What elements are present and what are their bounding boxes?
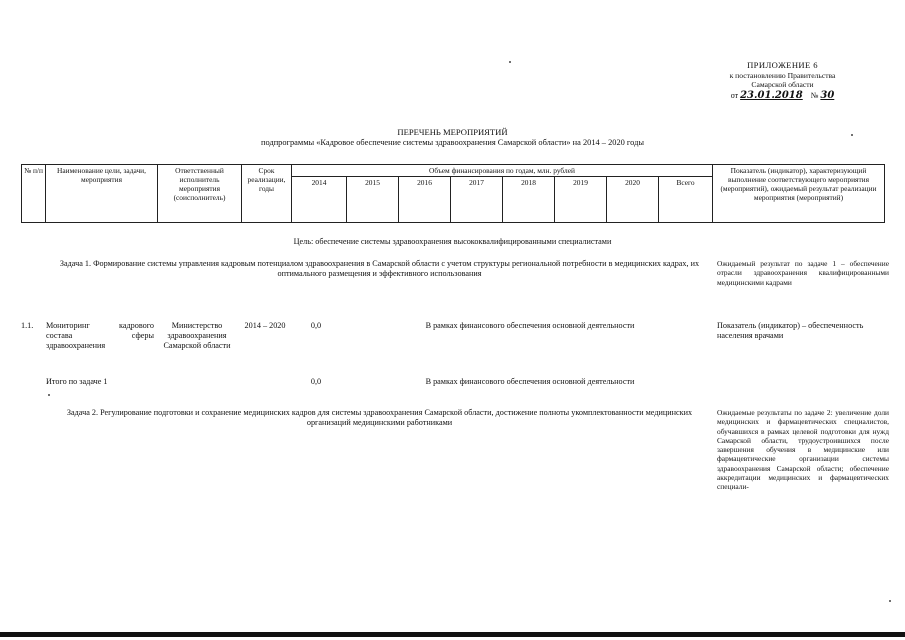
col-term-header: Срок реализации, годы bbox=[242, 165, 292, 223]
year-header: 2015 bbox=[347, 177, 399, 223]
row-1-1-indicator: Показатель (индикатор) – обеспеченность населения врачами bbox=[717, 321, 864, 340]
header-table bbox=[21, 164, 885, 223]
task-1-result: Ожидаемый результат по задаче 1 – обеспечение отрасли здравоохранения квалифицированными медицинскими кадрами bbox=[717, 259, 889, 287]
col-funding-header: Объем финансирования по годам, млн. рублей bbox=[292, 165, 713, 177]
col-number-header: № п/п bbox=[22, 165, 46, 223]
task-1-text: Задача 1. Формирование системы управления кадровым потенциалом здравоохранения в Самарской области с учетом структуры региональной потребности в медицинских кадрах, их оптимального размещения и эффективного использования bbox=[59, 259, 700, 278]
row-1-1-number: 1.1. bbox=[21, 321, 34, 330]
scan-edge-bar bbox=[0, 632, 905, 637]
col-name-header: Наименование цели, задачи, мероприятия bbox=[46, 165, 158, 223]
scan-speck bbox=[48, 394, 50, 396]
scan-speck bbox=[851, 134, 853, 136]
row-1-1-responsible: Министерство здравоохранения Самарской области bbox=[163, 321, 231, 350]
row-1-1-name: Мониторинг кадрового состава сферы здравоохранения bbox=[46, 321, 154, 350]
year-header: Всего bbox=[659, 177, 713, 223]
row-1-1-term: 2014 – 2020 bbox=[244, 321, 286, 330]
year-header: 2016 bbox=[399, 177, 451, 223]
year-header: 2017 bbox=[451, 177, 503, 223]
number-value: 30 bbox=[820, 89, 835, 101]
appendix-block bbox=[690, 60, 875, 101]
number-prefix: № bbox=[810, 90, 819, 100]
row-1-1-value-2014: 0,0 bbox=[310, 321, 322, 330]
appendix-title: ПРИЛОЖЕНИЕ 6 bbox=[747, 60, 818, 70]
appendix-line-2: Самарской области bbox=[751, 80, 814, 90]
col-indicator-header: Показатель (индикатор), характеризующий выполнение соответствующего мероприятия (мероприятий), ожидаемый результат реализации мероприятия (мероприятий) bbox=[713, 165, 885, 223]
goal-text: Цель: обеспечение системы здравоохранения высококвалифицированными специалистами bbox=[293, 237, 612, 246]
appendix-date-number bbox=[690, 90, 875, 101]
year-header: 2020 bbox=[607, 177, 659, 223]
total-task-1-funding-note: В рамках финансового обеспечения основной деятельности bbox=[425, 377, 635, 386]
year-header: 2019 bbox=[555, 177, 607, 223]
scan-speck bbox=[509, 61, 511, 63]
total-task-1-value-2014: 0,0 bbox=[310, 377, 322, 386]
date-prefix: от bbox=[730, 90, 739, 100]
total-task-1-label: Итого по задаче 1 bbox=[46, 377, 108, 386]
document-title: ПЕРЕЧЕНЬ МЕРОПРИЯТИЙ bbox=[397, 127, 508, 137]
row-1-1-funding-note: В рамках финансового обеспечения основной деятельности bbox=[425, 321, 635, 330]
document-subtitle: подпрограммы «Кадровое обеспечение системы здравоохранения Самарской области» на 2014 – 2020 годы bbox=[261, 138, 644, 147]
scan-speck bbox=[889, 600, 891, 602]
task-2-text: Задача 2. Регулирование подготовки и сохранение медицинских кадров для системы здравоохранения Самарской области, достижение полноты укомплектованности медицинских организаций медицинскими работниками bbox=[66, 408, 693, 427]
year-header: 2018 bbox=[503, 177, 555, 223]
date-value: 23.01.2018 bbox=[740, 89, 803, 101]
task-2-result: Ожидаемые результаты по задаче 2: увеличение доли медицинских и фармацевтических специалистов, обучавшихся в рамках целевой подготовки для нужд Самарской области, трудоустроившихся после завершения обучения в медицинские или фармацевтические организации системы здравоохранения Самарской области; обеспечение аккредитации медицинских и фармацевтических специали- bbox=[717, 408, 889, 492]
appendix-line-1: к постановлению Правительства bbox=[729, 71, 836, 80]
col-responsible-header: Ответственный исполнитель мероприятия (соисполнитель) bbox=[158, 165, 242, 223]
year-header: 2014 bbox=[292, 177, 347, 223]
